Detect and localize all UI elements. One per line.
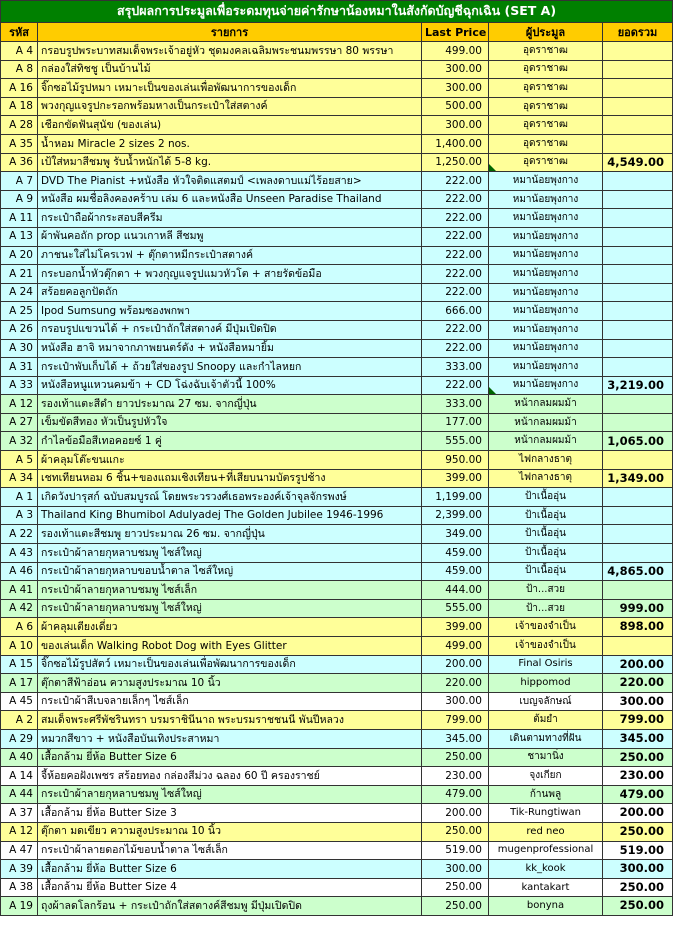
row-bidder-cell[interactable]: bonyna (489, 897, 603, 916)
table-row (1, 618, 673, 637)
row-item-cell[interactable]: จี้ห้อยคอฝังเพชร สร้อยทอง กล่องสีม่วง ฉลอง 60 ปี ครองราชย์ (38, 767, 422, 786)
row-total-cell[interactable]: 479.00 (603, 785, 673, 804)
row-price-cell[interactable]: 479.00 (422, 785, 489, 804)
row-item-cell[interactable]: สร้อยคอลูกปัดถัก (38, 283, 422, 302)
table-row (1, 897, 673, 916)
row-price-cell[interactable]: 499.00 (422, 42, 489, 61)
row-code-cell[interactable]: A 6 (1, 618, 38, 637)
row-total-cell[interactable]: 200.00 (603, 655, 673, 674)
row-price-cell[interactable]: 349.00 (422, 525, 489, 544)
table-row (1, 432, 673, 451)
row-code-cell[interactable]: A 40 (1, 748, 38, 767)
row-item-cell[interactable]: ผ้าคลุมโต๊ะขนแกะ (38, 451, 422, 470)
row-total-cell[interactable]: 1,065.00 (603, 432, 673, 451)
row-price-cell[interactable]: 1,250.00 (422, 153, 489, 172)
row-total-cell[interactable] (603, 506, 673, 525)
row-bidder-cell[interactable]: ป้าเนื้ออุ่น (489, 525, 603, 544)
row-total-cell[interactable] (603, 190, 673, 209)
row-price-cell[interactable]: 222.00 (422, 227, 489, 246)
header-price[interactable]: Last Price (422, 23, 489, 42)
table-row (1, 358, 673, 377)
row-bidder-cell[interactable]: หมาน้อยพุงกาง (489, 339, 603, 358)
table-row (1, 302, 673, 321)
table-body (1, 42, 673, 916)
row-code-cell[interactable]: A 39 (1, 860, 38, 879)
row-price-cell[interactable]: 200.00 (422, 804, 489, 823)
row-item-cell[interactable]: เสื้อกล้าม ยี่ห้อ Butter Size 4 (38, 878, 422, 897)
row-item-cell[interactable]: เข็มขัดสีทอง หัวเป็นรูปหัวใจ (38, 413, 422, 432)
row-item-cell[interactable]: กรอบรูปพระบาทสมเด็จพระเจ้าอยู่หัว ชุดมงคลเฉลิมพระชนมพรรษา 80 พรรษา (38, 42, 422, 61)
row-bidder-cell[interactable]: hippomod (489, 674, 603, 693)
row-item-cell[interactable]: ตุ๊กตาสีฟ้าอ่อน ความสูงประมาณ 10 นิ้ว (38, 674, 422, 693)
row-item-cell[interactable]: หนังสือ ผมชื่อลิงคองคร้าบ เล่ม 6 และหนังสือ Unseen Paradise Thailand (38, 190, 422, 209)
row-price-cell[interactable]: 300.00 (422, 692, 489, 711)
row-total-cell[interactable]: 250.00 (603, 897, 673, 916)
row-total-cell[interactable]: 4,865.00 (603, 562, 673, 581)
row-code-cell[interactable]: A 7 (1, 172, 38, 191)
row-item-cell[interactable]: กระเป๋าผ้าลายกุหลาบชมพู ไซส์ใหญ่ (38, 599, 422, 618)
row-item-cell[interactable]: เชทเทียนหอม 6 ชิ้น+ของแถมเชิงเทียน+ที่เสียบนามบัตรรูปช้าง (38, 469, 422, 488)
row-bidder-cell[interactable]: อุดราชาฒ (489, 97, 603, 116)
row-total-cell[interactable] (603, 265, 673, 284)
row-price-cell[interactable]: 230.00 (422, 767, 489, 786)
row-price-cell[interactable]: 500.00 (422, 97, 489, 116)
row-bidder-cell[interactable]: ป้าเนื้ออุ่น (489, 488, 603, 507)
table-row (1, 172, 673, 191)
row-code-cell[interactable]: A 25 (1, 302, 38, 321)
table-row (1, 153, 673, 172)
table-row (1, 134, 673, 153)
row-total-cell[interactable]: 250.00 (603, 822, 673, 841)
row-price-cell[interactable]: 222.00 (422, 190, 489, 209)
row-price-cell[interactable]: 666.00 (422, 302, 489, 321)
row-bidder-cell[interactable]: ไฟกลางธาตุ (489, 469, 603, 488)
table-row (1, 209, 673, 228)
row-price-cell[interactable]: 444.00 (422, 581, 489, 600)
row-bidder-cell[interactable]: ป้า...สวย (489, 599, 603, 618)
row-item-cell[interactable]: กระเป๋าผ้าลายกุหลาบชมพู ไซส์เล็ก (38, 581, 422, 600)
row-price-cell[interactable]: 177.00 (422, 413, 489, 432)
row-bidder-cell[interactable]: หน้ากลมผมม้า (489, 413, 603, 432)
row-price-cell[interactable]: 499.00 (422, 637, 489, 656)
row-code-cell[interactable]: A 14 (1, 767, 38, 786)
row-item-cell[interactable]: กระเป๋าพับเก็บได้ + ถ้วยใส่ของรูป Snoopy และกำไลหยก (38, 358, 422, 377)
row-code-cell[interactable]: A 37 (1, 804, 38, 823)
row-price-cell[interactable]: 300.00 (422, 860, 489, 879)
row-item-cell[interactable]: เป้ใส่หมาสีชมพู รับน้ำหนักได้ 5-8 kg. (38, 153, 422, 172)
row-item-cell[interactable]: Thailand King Bhumibol Adulyadej The Golden Jubilee 1946-1996 (38, 506, 422, 525)
row-code-cell[interactable]: A 29 (1, 729, 38, 748)
table-row (1, 581, 673, 600)
row-price-cell[interactable]: 222.00 (422, 376, 489, 395)
row-total-cell[interactable]: 999.00 (603, 599, 673, 618)
row-total-cell[interactable] (603, 172, 673, 191)
row-item-cell[interactable]: DVD The Pianist +หนังสือ หัวใจติดแสตมป์ <เพลงดาบแม่ไร้อยสาย> (38, 172, 422, 191)
table-row (1, 227, 673, 246)
row-code-cell[interactable]: A 26 (1, 320, 38, 339)
row-total-cell[interactable] (603, 320, 673, 339)
row-total-cell[interactable]: 300.00 (603, 860, 673, 879)
row-price-cell[interactable]: 1,199.00 (422, 488, 489, 507)
row-total-cell[interactable]: 250.00 (603, 748, 673, 767)
row-code-cell[interactable]: A 9 (1, 190, 38, 209)
row-total-cell[interactable] (603, 451, 673, 470)
row-item-cell[interactable]: ของเล่นเด็ก Walking Robot Dog with Eyes Glitter (38, 637, 422, 656)
row-total-cell[interactable]: 230.00 (603, 767, 673, 786)
row-total-cell[interactable] (603, 60, 673, 79)
row-total-cell[interactable] (603, 209, 673, 228)
row-bidder-cell[interactable]: หมาน้อยพุงกาง (489, 246, 603, 265)
row-bidder-cell[interactable]: หมาน้อยพุงกาง (489, 265, 603, 284)
table-row (1, 488, 673, 507)
row-price-cell[interactable]: 300.00 (422, 60, 489, 79)
row-item-cell[interactable]: กระเป๋าผ้าลายกุหลาบขอบน้ำตาล ไซส์ใหญ่ (38, 562, 422, 581)
row-code-cell[interactable]: A 20 (1, 246, 38, 265)
row-code-cell[interactable]: A 35 (1, 134, 38, 153)
row-bidder-cell[interactable]: อุดราชาฒ (489, 153, 603, 172)
row-total-cell[interactable] (603, 79, 673, 98)
table-row (1, 860, 673, 879)
header-row (1, 23, 673, 42)
row-code-cell[interactable]: A 38 (1, 878, 38, 897)
row-total-cell[interactable] (603, 116, 673, 135)
table-row (1, 804, 673, 823)
table-row (1, 376, 673, 395)
row-code-cell[interactable]: A 16 (1, 79, 38, 98)
row-price-cell[interactable]: 1,400.00 (422, 134, 489, 153)
row-item-cell[interactable]: จิ๊กซอไม้รูปสัตว์ เหมาะเป็นของเล่นเพื่อพัฒนาการของเด็ก (38, 655, 422, 674)
table-row (1, 265, 673, 284)
row-bidder-cell[interactable]: อุดราชาฒ (489, 42, 603, 61)
row-bidder-cell[interactable]: ป้า...สวย (489, 581, 603, 600)
row-total-cell[interactable]: 200.00 (603, 804, 673, 823)
row-price-cell[interactable]: 799.00 (422, 711, 489, 730)
row-code-cell[interactable]: A 15 (1, 655, 38, 674)
row-item-cell[interactable]: กำไลข้อมือสีเทอคอยซ์ 1 คู่ (38, 432, 422, 451)
row-code-cell[interactable]: A 1 (1, 488, 38, 507)
row-code-cell[interactable]: A 8 (1, 60, 38, 79)
row-bidder-cell[interactable]: ป้าเนื้ออุ่น (489, 506, 603, 525)
row-price-cell[interactable]: 222.00 (422, 283, 489, 302)
row-code-cell[interactable]: A 18 (1, 97, 38, 116)
header-code[interactable]: รหัส (1, 23, 38, 42)
row-code-cell[interactable]: A 24 (1, 283, 38, 302)
row-code-cell[interactable]: A 43 (1, 544, 38, 563)
row-total-cell[interactable] (603, 637, 673, 656)
row-bidder-cell[interactable]: หน้ากลมผมม้า (489, 432, 603, 451)
row-code-cell[interactable]: A 12 (1, 822, 38, 841)
row-code-cell[interactable]: A 44 (1, 785, 38, 804)
row-item-cell[interactable]: ตุ๊กตา มดเขียว ความสูงประมาณ 10 นิ้ว (38, 822, 422, 841)
row-price-cell[interactable]: 300.00 (422, 116, 489, 135)
row-total-cell[interactable] (603, 488, 673, 507)
row-item-cell[interactable]: กระเป๋าถือผ้ากระสอบสีครีม (38, 209, 422, 228)
row-item-cell[interactable]: หนังสือหนูแหวนคมข้า + CD โฉ่งฉับเจ้าตัวนี้ 100% (38, 376, 422, 395)
table-row (1, 767, 673, 786)
row-total-cell[interactable]: 3,219.00 (603, 376, 673, 395)
row-total-cell[interactable] (603, 358, 673, 377)
row-total-cell[interactable]: 220.00 (603, 674, 673, 693)
row-bidder-cell[interactable]: ต้มยำ (489, 711, 603, 730)
row-item-cell[interactable]: ถุงผ้าลดโลกร้อน + กระเป๋าถักใส่สตางค์สีชมพู มีปุ่มเปิดปิด (38, 897, 422, 916)
row-bidder-cell[interactable]: หมาน้อยพุงกาง (489, 227, 603, 246)
row-code-cell[interactable]: A 47 (1, 841, 38, 860)
row-price-cell[interactable]: 300.00 (422, 79, 489, 98)
table-row (1, 692, 673, 711)
row-total-cell[interactable]: 898.00 (603, 618, 673, 637)
table-row (1, 748, 673, 767)
row-item-cell[interactable]: เสื้อกล้าม ยี่ห้อ Butter Size 3 (38, 804, 422, 823)
row-bidder-cell[interactable]: ชามานิ่ง (489, 748, 603, 767)
row-item-cell[interactable]: กรอบรูปแขวนได้ + กระเป๋าถักใส่สตางค์ มีปุ่มเปิดปิด (38, 320, 422, 339)
row-bidder-cell[interactable]: อุดราชาฒ (489, 116, 603, 135)
row-total-cell[interactable] (603, 97, 673, 116)
row-bidder-cell[interactable]: หมาน้อยพุงกาง (489, 209, 603, 228)
row-item-cell[interactable]: เสื้อกล้าม ยี่ห้อ Butter Size 6 (38, 860, 422, 879)
row-code-cell[interactable]: A 11 (1, 209, 38, 228)
row-item-cell[interactable]: กระเป๋าผ้าลายดอกไม้ขอบน้ำตาล ไซส์เล็ก (38, 841, 422, 860)
row-item-cell[interactable]: กระบอกน้ำหัวตุ๊กตา + พวงกุญแจรูปแมวหัวโต + สายรัดข้อมือ (38, 265, 422, 284)
row-code-cell[interactable]: A 21 (1, 265, 38, 284)
row-bidder-cell[interactable]: หมาน้อยพุงกาง (489, 283, 603, 302)
row-total-cell[interactable] (603, 283, 673, 302)
row-total-cell[interactable] (603, 413, 673, 432)
row-total-cell[interactable]: 1,349.00 (603, 469, 673, 488)
row-code-cell[interactable]: A 41 (1, 581, 38, 600)
table-row (1, 841, 673, 860)
row-item-cell[interactable]: รองเท้าแตะสีชมพู ยาวประมาณ 26 ซม. จากญี่ปุ่น (38, 525, 422, 544)
table-row (1, 116, 673, 135)
row-price-cell[interactable]: 399.00 (422, 469, 489, 488)
row-bidder-cell[interactable]: หมาน้อยพุงกาง (489, 172, 603, 191)
row-total-cell[interactable] (603, 302, 673, 321)
table-row (1, 339, 673, 358)
header-total[interactable]: ยอดรวม (603, 23, 673, 42)
row-code-cell[interactable]: A 13 (1, 227, 38, 246)
row-bidder-cell[interactable]: Final Osiris (489, 655, 603, 674)
sheet-title: สรุปผลการประมูลเพื่อระดมทุนจ่ายค่ารักษาน้องหมาในสังกัดบัญชีฉุกเฉิน (SET A) (1, 1, 673, 23)
table-row (1, 655, 673, 674)
row-item-cell[interactable]: น้ำหอม Miracle 2 sizes 2 nos. (38, 134, 422, 153)
row-total-cell[interactable] (603, 581, 673, 600)
row-price-cell[interactable]: 399.00 (422, 618, 489, 637)
row-bidder-cell[interactable]: อุดราชาฒ (489, 79, 603, 98)
row-code-cell[interactable]: A 42 (1, 599, 38, 618)
header-bidder[interactable]: ผู้ประมูล (489, 23, 603, 42)
row-item-cell[interactable]: รองเท้าแตะสีดำ ยาวประมาณ 27 ซม. จากญี่ปุ่น (38, 395, 422, 414)
row-code-cell[interactable]: A 32 (1, 432, 38, 451)
table-row (1, 878, 673, 897)
row-item-cell[interactable]: กระเป๋าผ้าลายกุหลาบชมพู ไซส์ใหญ่ (38, 544, 422, 563)
row-bidder-cell[interactable]: ป้าเนื้ออุ่น (489, 562, 603, 581)
header-item[interactable]: รายการ (38, 23, 422, 42)
row-bidder-cell[interactable]: เบญจลักษณ์ (489, 692, 603, 711)
row-code-cell[interactable]: A 45 (1, 692, 38, 711)
row-item-cell[interactable]: ภาชนะใส่ไม่โครเวฟ + ตุ๊กตาหมีกระเป๋าสตางค์ (38, 246, 422, 265)
row-bidder-cell[interactable]: หมาน้อยพุงกาง (489, 302, 603, 321)
row-price-cell[interactable]: 222.00 (422, 172, 489, 191)
row-code-cell[interactable]: A 36 (1, 153, 38, 172)
table-row (1, 246, 673, 265)
row-bidder-cell[interactable]: จุงเกียก (489, 767, 603, 786)
row-item-cell[interactable]: หนังสือ ฮาจิ หมาจากภาพยนตร์ดัง + หนังสือหมายิ้ม (38, 339, 422, 358)
row-price-cell[interactable]: 222.00 (422, 320, 489, 339)
row-total-cell[interactable]: 4,549.00 (603, 153, 673, 172)
row-bidder-cell[interactable]: หมาน้อยพุงกาง (489, 320, 603, 339)
row-item-cell[interactable]: สมเด็จพระศรีพัชรินทรา บรมราชินีนาถ พระบรมราชชนนี พันปีหลวง (38, 711, 422, 730)
row-total-cell[interactable]: 250.00 (603, 878, 673, 897)
row-total-cell[interactable]: 300.00 (603, 692, 673, 711)
table-row (1, 506, 673, 525)
row-bidder-cell[interactable]: อุดราชาฒ (489, 60, 603, 79)
table-row (1, 395, 673, 414)
row-total-cell[interactable] (603, 227, 673, 246)
table-row (1, 97, 673, 116)
row-price-cell[interactable]: 222.00 (422, 339, 489, 358)
row-code-cell[interactable]: A 27 (1, 413, 38, 432)
row-total-cell[interactable] (603, 339, 673, 358)
table-row (1, 320, 673, 339)
row-code-cell[interactable]: A 31 (1, 358, 38, 377)
row-item-cell[interactable]: Ipod Sumsung พร้อมซองพกพา (38, 302, 422, 321)
table-row (1, 42, 673, 61)
table-row (1, 525, 673, 544)
row-price-cell[interactable]: 519.00 (422, 841, 489, 860)
row-bidder-cell[interactable]: ไฟกลางธาตุ (489, 451, 603, 470)
row-code-cell[interactable]: A 28 (1, 116, 38, 135)
row-bidder-cell[interactable]: หมาน้อยพุงกาง (489, 358, 603, 377)
row-total-cell[interactable] (603, 42, 673, 61)
row-code-cell[interactable]: A 19 (1, 897, 38, 916)
row-price-cell[interactable]: 250.00 (422, 748, 489, 767)
row-item-cell[interactable]: กระเป๋าผ้าลายกุหลาบชมพู ไซส์ใหญ่ (38, 785, 422, 804)
row-total-cell[interactable] (603, 395, 673, 414)
row-item-cell[interactable]: เชือกขัดฟันสุนัข (ของเล่น) (38, 116, 422, 135)
row-code-cell[interactable]: A 34 (1, 469, 38, 488)
row-code-cell[interactable]: A 12 (1, 395, 38, 414)
row-total-cell[interactable] (603, 525, 673, 544)
table-row (1, 451, 673, 470)
row-code-cell[interactable]: A 3 (1, 506, 38, 525)
row-bidder-cell[interactable]: เดินตามทางที่ฝัน (489, 729, 603, 748)
row-price-cell[interactable]: 220.00 (422, 674, 489, 693)
row-price-cell[interactable]: 333.00 (422, 358, 489, 377)
row-price-cell[interactable]: 333.00 (422, 395, 489, 414)
row-total-cell[interactable] (603, 544, 673, 563)
row-price-cell[interactable]: 345.00 (422, 729, 489, 748)
row-total-cell[interactable] (603, 134, 673, 153)
row-bidder-cell[interactable]: ป้าเนื้ออุ่น (489, 544, 603, 563)
row-price-cell[interactable]: 222.00 (422, 209, 489, 228)
row-bidder-cell[interactable]: อุดราชาฒ (489, 134, 603, 153)
row-bidder-cell[interactable]: เจ้าของจำเป็น (489, 637, 603, 656)
row-bidder-cell[interactable]: เจ้าของจำเป็น (489, 618, 603, 637)
row-price-cell[interactable]: 250.00 (422, 897, 489, 916)
row-bidder-cell[interactable]: หมาน้อยพุงกาง (489, 376, 603, 395)
row-code-cell[interactable]: A 33 (1, 376, 38, 395)
row-item-cell[interactable]: จิ๊กซอไม้รูปหมา เหมาะเป็นของเล่นเพื่อพัฒนาการของเด็ก (38, 79, 422, 98)
row-code-cell[interactable]: A 30 (1, 339, 38, 358)
table-row (1, 637, 673, 656)
row-bidder-cell[interactable]: kantakart (489, 878, 603, 897)
row-price-cell[interactable]: 950.00 (422, 451, 489, 470)
table-row (1, 562, 673, 581)
row-item-cell[interactable]: กระเป๋าผ้าสีเบจลายเล็กๆ ไซส์เล็ก (38, 692, 422, 711)
row-item-cell[interactable]: หมวกสีขาว + หนังสือบันเทิงประสาหมา (38, 729, 422, 748)
row-total-cell[interactable]: 345.00 (603, 729, 673, 748)
row-price-cell[interactable]: 250.00 (422, 822, 489, 841)
row-total-cell[interactable]: 519.00 (603, 841, 673, 860)
table-row (1, 785, 673, 804)
row-item-cell[interactable]: เสื้อกล้าม ยี่ห้อ Butter Size 6 (38, 748, 422, 767)
row-bidder-cell[interactable]: Tik-Rungtiwan (489, 804, 603, 823)
row-item-cell[interactable]: พวงกุญแจรูปกะรอกพร้อมหางเป็นกระเป๋าใส่สตางค์ (38, 97, 422, 116)
table-row (1, 469, 673, 488)
row-total-cell[interactable]: 799.00 (603, 711, 673, 730)
row-code-cell[interactable]: A 10 (1, 637, 38, 656)
table-row (1, 190, 673, 209)
row-price-cell[interactable]: 555.00 (422, 599, 489, 618)
row-item-cell[interactable]: ผ้าคลุมเตียงเดี่ยว (38, 618, 422, 637)
table-row (1, 413, 673, 432)
table-row (1, 674, 673, 693)
row-total-cell[interactable] (603, 246, 673, 265)
row-code-cell[interactable]: A 4 (1, 42, 38, 61)
table-row (1, 544, 673, 563)
row-code-cell[interactable]: A 5 (1, 451, 38, 470)
row-item-cell[interactable]: กล่องใส่ทิชชู เป็นบ้านไม้ (38, 60, 422, 79)
row-price-cell[interactable]: 222.00 (422, 246, 489, 265)
table-row (1, 599, 673, 618)
table-row (1, 283, 673, 302)
row-bidder-cell[interactable]: kk_kook (489, 860, 603, 879)
row-item-cell[interactable]: เกิดวังปารุสก์ ฉบับสมบูรณ์ โดยพระวรวงศ์เธอพระองค์เจ้าจุลจักรพงษ์ (38, 488, 422, 507)
row-price-cell[interactable]: 459.00 (422, 562, 489, 581)
row-price-cell[interactable]: 2,399.00 (422, 506, 489, 525)
row-bidder-cell[interactable]: red neo (489, 822, 603, 841)
row-code-cell[interactable]: A 2 (1, 711, 38, 730)
row-code-cell[interactable]: A 46 (1, 562, 38, 581)
row-price-cell[interactable]: 555.00 (422, 432, 489, 451)
table-row (1, 79, 673, 98)
row-bidder-cell[interactable]: ก้านพลู (489, 785, 603, 804)
row-price-cell[interactable]: 459.00 (422, 544, 489, 563)
row-price-cell[interactable]: 222.00 (422, 265, 489, 284)
row-price-cell[interactable]: 200.00 (422, 655, 489, 674)
row-bidder-cell[interactable]: mugenprofessional (489, 841, 603, 860)
table-row (1, 711, 673, 730)
row-bidder-cell[interactable]: หน้ากลมผมม้า (489, 395, 603, 414)
row-code-cell[interactable]: A 22 (1, 525, 38, 544)
row-item-cell[interactable]: ผ้าพันคอถัก prop แนวเกาหลี สีชมพู (38, 227, 422, 246)
row-bidder-cell[interactable]: หมาน้อยพุงกาง (489, 190, 603, 209)
row-price-cell[interactable]: 250.00 (422, 878, 489, 897)
table-row (1, 60, 673, 79)
table-row (1, 729, 673, 748)
row-code-cell[interactable]: A 17 (1, 674, 38, 693)
table-row (1, 822, 673, 841)
